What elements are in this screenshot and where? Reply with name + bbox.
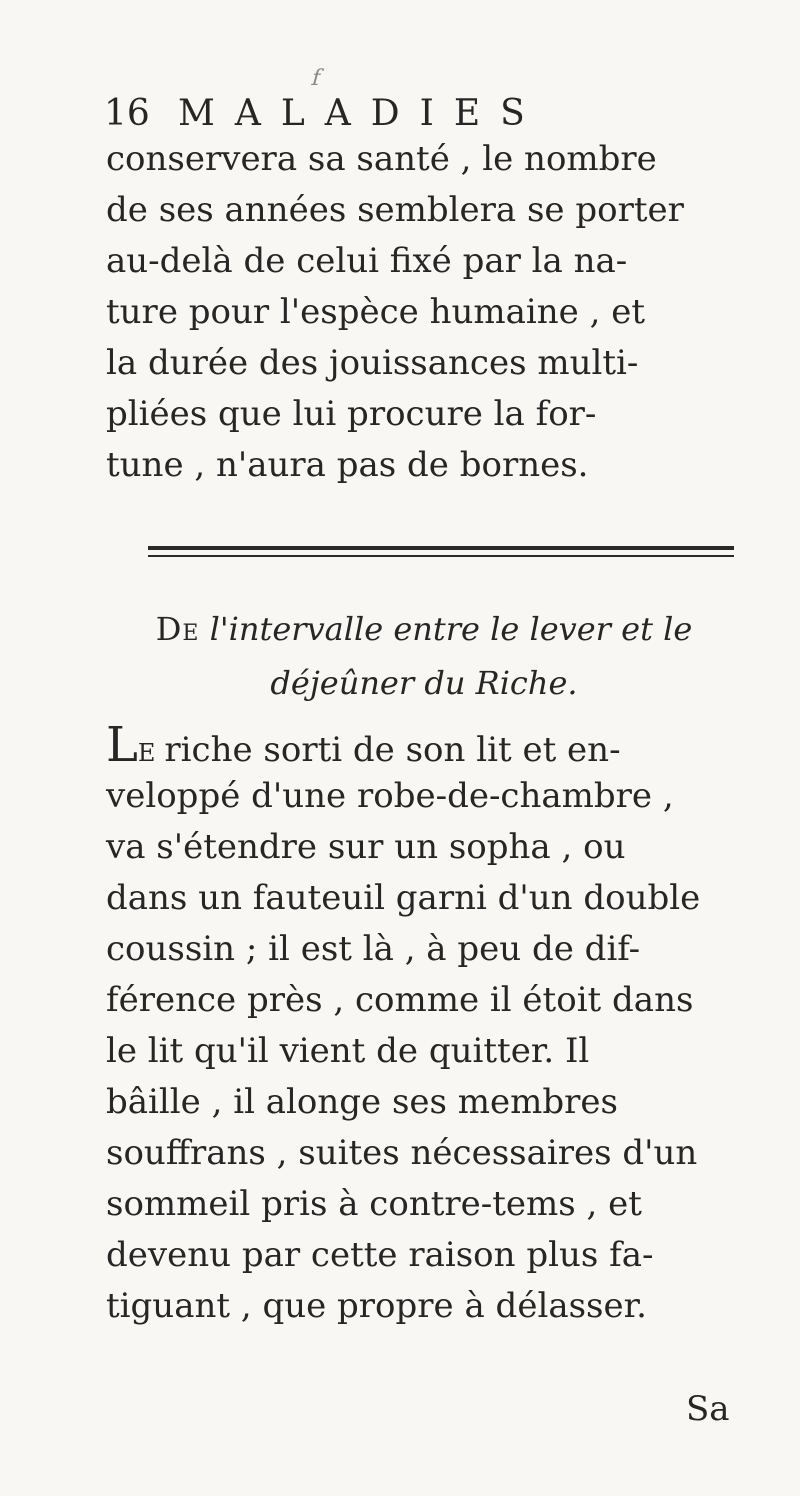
text-line: veloppé d'une robe-de-chambre , bbox=[106, 776, 674, 816]
text-line: sommeil pris à contre-tems , et bbox=[106, 1184, 642, 1224]
text-line: coussin ; il est là , à peu de dif- bbox=[106, 929, 641, 969]
text-line-first bbox=[106, 717, 746, 773]
drop-cap: L bbox=[106, 717, 138, 773]
text-line: ture pour l'espèce humaine , et bbox=[106, 292, 645, 332]
paragraph-continued bbox=[106, 134, 746, 491]
section-rule-thin bbox=[148, 555, 734, 557]
text-line: souffrans , suites nécessaires d'un bbox=[106, 1133, 698, 1173]
first-line-rest: riche sorti de son lit et en- bbox=[164, 730, 621, 770]
text-line: au-delà de celui fixé par la na- bbox=[106, 241, 628, 281]
text-line: le lit qu'il vient de quitter. Il bbox=[106, 1031, 590, 1071]
text-line: pliées que lui procure la for- bbox=[106, 394, 597, 434]
heading-line-2: déjeûner du Riche. bbox=[270, 664, 578, 702]
page-number: 16 bbox=[104, 93, 150, 134]
drop-cap-continuation: E bbox=[137, 739, 157, 767]
text-line: va s'étendre sur un sopha , ou bbox=[106, 827, 626, 867]
section-paragraph bbox=[106, 717, 746, 1332]
text-line: bâille , il alonge ses membres bbox=[106, 1082, 618, 1122]
text-line: devenu par cette raison plus fa- bbox=[106, 1235, 654, 1275]
section-rule-thick bbox=[148, 546, 734, 550]
text-line: dans un fauteuil garni d'un double bbox=[106, 878, 701, 918]
page-header bbox=[104, 92, 744, 136]
heading-first-word: De bbox=[155, 610, 200, 648]
text-line: conservera sa santé , le nombre bbox=[106, 139, 657, 179]
text-line: de ses années semblera se porter bbox=[106, 190, 684, 230]
heading-line-1-rest: l'intervalle entre le lever et le bbox=[209, 610, 693, 648]
text-line: férence près , comme il étoit dans bbox=[106, 980, 694, 1020]
text-line: la durée des jouissances multi- bbox=[106, 343, 639, 383]
text-line: tiguant , que propre à délasser. bbox=[106, 1286, 647, 1326]
ink-mark: f bbox=[308, 66, 324, 91]
section-heading bbox=[104, 602, 744, 710]
catchword: Sa bbox=[686, 1389, 730, 1429]
text-line: tune , n'aura pas de bornes. bbox=[106, 445, 589, 485]
heading-line-1 bbox=[104, 602, 744, 656]
running-title: MALADIES bbox=[178, 93, 545, 134]
